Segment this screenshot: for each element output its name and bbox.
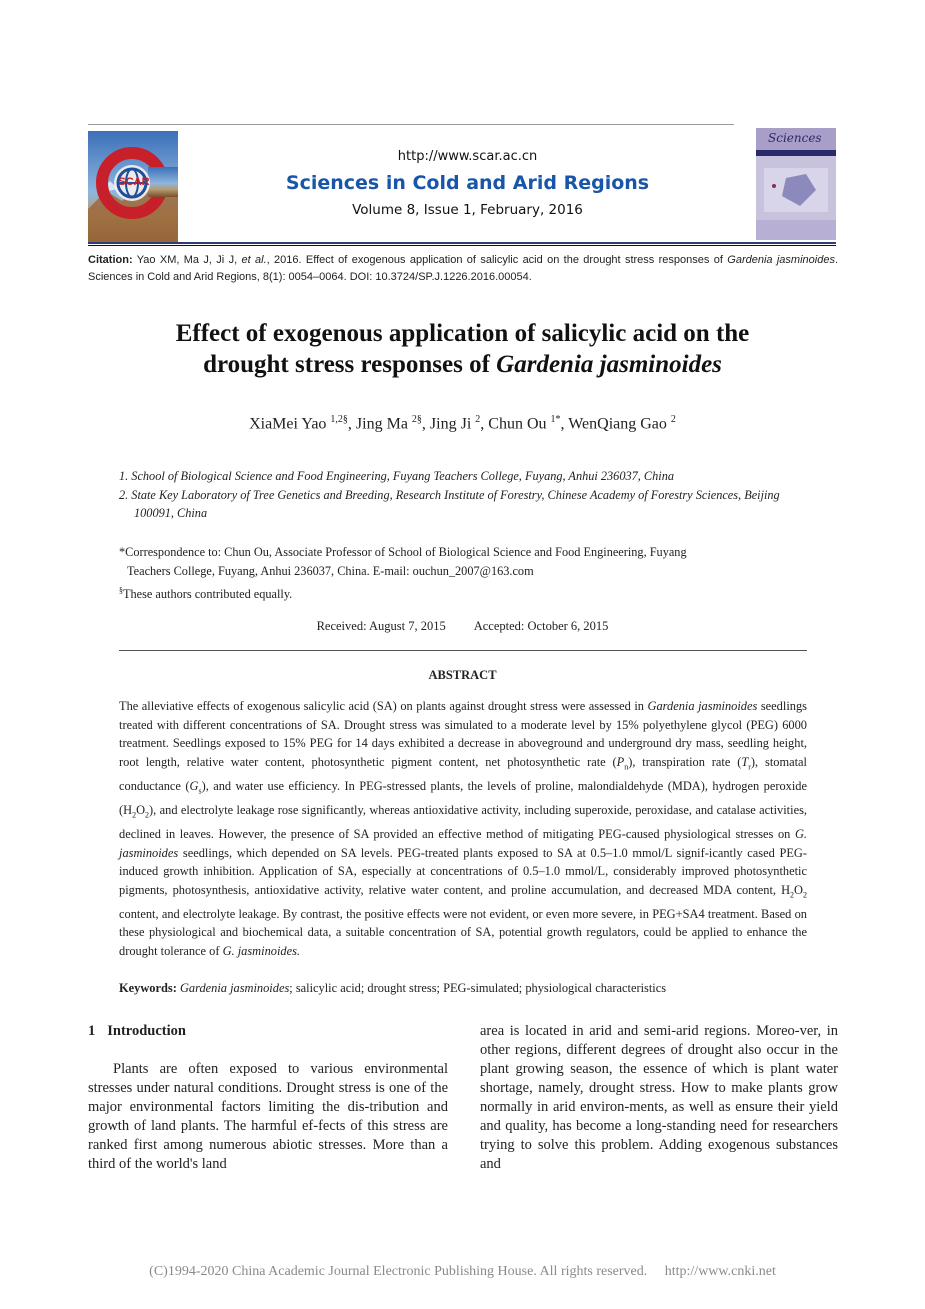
abstract-subscript: s: [198, 786, 202, 796]
affiliation-2: 2. State Key Laboratory of Tree Genetics and Breeding, Research Institute of Forestry, Chinese Academy of Forestry Sciences, Beijing 100091, China: [119, 488, 780, 520]
author-list: XiaMei Yao $^{1,2\S}$, Jing Ma $^{2\S}$, Jing Ji $^2$, Chun Ou $^{1*}$, WenQiang Gao $^2$: [249, 414, 676, 433]
citation-text: , 2016. Effect of exogenous application of salicylic acid on the drought stress responses of: [266, 254, 723, 266]
accepted-date: Accepted: October 6, 2015: [473, 619, 609, 633]
section-number: 1: [88, 1023, 96, 1039]
author-name: XiaMei Yao: [249, 415, 327, 433]
affiliation-1: 1. School of Biological Science and Food Engineering, Fuyang Teachers College, Fuyang, Anhui 236037, China: [119, 469, 674, 483]
journal-url[interactable]: http://www.scar.ac.cn: [397, 149, 538, 164]
abstract-subscript: 2: [145, 810, 150, 820]
correspondence-line-2: Teachers College, Fuyang, Anhui 236037, China. E-mail: ouchun_2007@163.com: [127, 564, 534, 578]
title-line-2: drought stress responses of: [203, 351, 490, 378]
abstract-text: ), and electrolyte leakage rose significantly, whereas antioxidative activity, including superoxide, peroxidase, and catalase activities, declined in leaves. However, the presence of SA provided an effective method of mitigating PEG-caused physiological stresses on: [119, 802, 807, 841]
abstract-text: The alleviative effects of exogenous salicylic acid (SA) on plants against drought stress were assessed in: [119, 699, 644, 713]
author-name: Jing Ji: [429, 415, 472, 433]
received-date: Received: August 7, 2015: [316, 619, 446, 633]
abstract-species: G. jasminoides: [119, 826, 807, 860]
abstract-text: O: [136, 802, 146, 817]
abstract-text: O: [794, 882, 803, 897]
dates: [110, 619, 815, 634]
citation: [88, 252, 838, 286]
keywords-list: ; salicylic acid; drought stress; PEG-simulated; physiological characteristics: [289, 981, 667, 995]
abstract-text: seedlings treated with different concentrations of SA. Drought stress was simulated to a moderate level by 15% polyethylene glycol (PEG) 6000 treatment. Seedlings exposed to 15% PEG for 14 days exhibited a decrease in aboveground and underground dry mass, seedling height, root length, relative water content, photosynthetic pigment content, net photosynthetic rate (: [119, 699, 807, 769]
abstract-rule: [119, 650, 807, 651]
citation-label: Citation:: [88, 254, 133, 266]
correspondence-line-1: *Correspondence to: Chun Ou, Associate Professor of School of Biological Science and Food Engineering, Fuyang: [119, 545, 687, 559]
abstract-heading: ABSTRACT: [428, 668, 497, 682]
logo-text: SCAR: [118, 176, 150, 188]
abstract-text: ), transpiration rate (: [628, 754, 742, 769]
equal-note: These authors contributed equally.: [123, 587, 293, 602]
abstract-text: ), and water use efficiency. In PEG-stressed plants, the levels of proline, malondialdehyde (MDA), hydrogen peroxide (H: [119, 778, 807, 817]
journal-logo: [88, 131, 178, 243]
article-title: [110, 318, 815, 380]
correspondence: [119, 543, 807, 604]
body-column-left: [88, 1022, 448, 1174]
abstract-species: Gardenia jasminoides: [647, 699, 758, 713]
citation-authors: Yao XM, Ma J, Ji J,: [136, 254, 238, 266]
abstract-species: G. jasminoides.: [222, 944, 301, 958]
citation-text-2: . Sciences in Cold and Arid Regions, 8(1): 0054–0064. DOI: 10.3724/SP.J.1226.2016.00054.: [88, 254, 839, 283]
section-title: Introduction: [107, 1023, 186, 1039]
keywords-species: Gardenia jasminoides: [179, 981, 290, 995]
citation-species: Gardenia jasminoides: [727, 254, 835, 266]
page-footer: [30, 1264, 895, 1280]
abstract-symbol: P: [616, 754, 625, 769]
header-rule: [88, 242, 836, 244]
equal-mark: §: [119, 586, 123, 595]
citation-etal: et al.: [241, 254, 267, 266]
journal-volume: Volume 8, Issue 1, February, 2016: [352, 202, 583, 218]
cover-title: Sciences: [768, 131, 822, 145]
abstract-text: ), stomatal conductance (: [119, 754, 807, 793]
abstract-subscript: n: [624, 762, 629, 772]
abstract-symbol: G: [189, 778, 199, 793]
title-line-1: Effect of exogenous application of salicylic acid on the: [175, 320, 750, 347]
author-sup: 2§: [411, 414, 422, 425]
section-heading: [88, 1022, 448, 1041]
keywords-label: Keywords:: [119, 981, 177, 995]
journal-cover: [756, 128, 836, 240]
abstract-text: content, and electrolyte leakage. By contrast, the positive effects were not evident, or even more severe, in PEG+SA4 treatment. Based on these physiological and biochemical data, a suitable concentration of SA, potential growth regulators, could be applied to enhance the drought tolerance of: [119, 906, 807, 958]
author-name: Chun Ou: [488, 415, 547, 433]
abstract-subscript: 2: [790, 890, 795, 900]
author-name: Jing Ma: [355, 415, 408, 433]
intro-paragraph: Plants are often exposed to various environmental stresses under natural conditions. Drought stress is one of the major environmental factors limiting the dis-tribution and growth of land plants. The harmful ef-fects of this stress are ranked first among numerous abiotic stresses. More than a third of the world's land: [88, 1061, 448, 1172]
abstract-symbol: T: [741, 754, 749, 769]
abstract-subscript: 2: [803, 890, 807, 900]
intro-paragraph-continued: area is located in arid and semi-arid regions. Moreo-ver, in other regions, different degrees of drought also occur in the plant growing season, the essence of which is plant water shortage, namely, drought stress. How to make plants grow normally in arid environ-ments, as well as ensure their yield and quality, has become a long-standing need for researchers trying to solve this problem. Adding exogenous substances and: [480, 1023, 838, 1172]
equal-contribution: [119, 581, 807, 604]
keywords: [119, 979, 807, 997]
header-top-rule: [88, 124, 734, 125]
body-column-right: [480, 1022, 838, 1174]
author-name: WenQiang Gao: [568, 415, 667, 433]
abstract-subscript: r: [748, 762, 751, 772]
footer-copyright: (C)1994-2020 China Academic Journal Electronic Publishing House. All rights reserved.: [149, 1264, 648, 1279]
journal-title: Sciences in Cold and Arid Regions: [285, 172, 650, 194]
footer-url[interactable]: http://www.cnki.net: [664, 1264, 776, 1279]
abstract-subscript: 2: [132, 810, 137, 820]
author-sup: 2: [670, 414, 676, 425]
author-sup: 1,2§: [330, 414, 348, 425]
abstract-body: [119, 697, 807, 961]
abstract-text: seedlings, which depended on SA levels. PEG-treated plants exposed to SA at 0.5–1.0 mmol/L signif-icantly cased PEG-induced growth inhibition. Application of SA, especially at concentrations of 0.5–1.0 mmol/L, considerably improved photosynthetic pigments, photosynthesis, antioxidative activity, relative water content, and proline accumulation, and decreased MDA content, H: [119, 845, 807, 897]
author-sup: 2: [475, 414, 481, 425]
title-species: Gardenia jasminoides: [496, 351, 722, 378]
author-sup: 1*: [550, 414, 561, 425]
header-rule-thin: [88, 245, 836, 246]
